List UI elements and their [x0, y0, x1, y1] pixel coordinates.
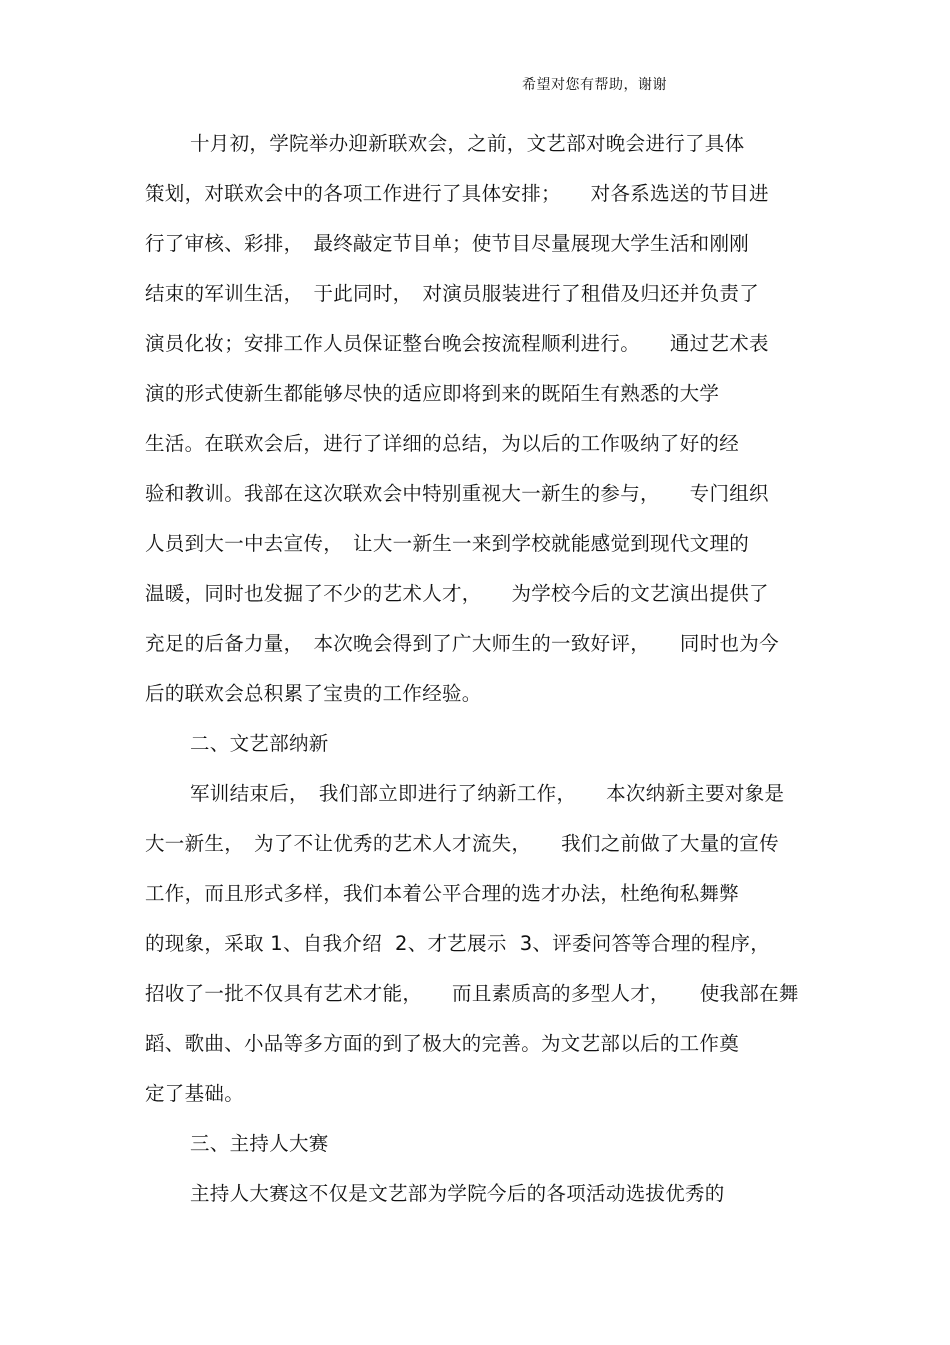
text-line: 策划，对联欢会中的各项工作进行了具体安排； 对各系选送的节目进 — [145, 182, 769, 205]
text-line: 蹈、歌曲、小品等多方面的到了极大的完善。为文艺部以后的工作奠 — [145, 1032, 740, 1055]
text-line: 生活。在联欢会后，进行了详细的总结，为以后的工作吸纳了好的经 — [145, 432, 740, 455]
text-line: 演的形式使新生都能够尽快的适应即将到来的既陌生有熟悉的大学 — [145, 382, 720, 405]
text-line: 温暖，同时也发掘了不少的艺术人才， 为学校今后的文艺演出提供了 — [145, 582, 769, 605]
text-line: 招收了一批不仅具有艺术才能， 而且素质高的多型人才， 使我部在舞 — [145, 982, 799, 1005]
text-line: 后的联欢会总积累了宝贵的工作经验。 — [145, 682, 482, 705]
text-line: 充足的后备力量， 本次晚会得到了广大师生的一致好评， 同时也为今 — [145, 632, 779, 655]
text-line: 军训结束后， 我们部立即进行了纳新工作， 本次纳新主要对象是 — [190, 782, 785, 805]
text-line: 演员化妆；安排工作人员保证整台晚会按流程顺利进行。 通过艺术表 — [145, 332, 769, 355]
text-line: 结束的军训生活， 于此同时， 对演员服装进行了租借及归还并负责了 — [145, 282, 760, 305]
section-heading: 三、主持人大赛 — [190, 1132, 329, 1155]
section-heading: 二、文艺部纳新 — [190, 732, 329, 755]
page-header: 希望对您有帮助，谢谢 — [522, 77, 667, 93]
text-line: 验和教训。我部在这次联欢会中特别重视大一新生的参与， 专门组织 — [145, 482, 769, 505]
text-line: 十月初，学院举办迎新联欢会，之前，文艺部对晚会进行了具体 — [190, 132, 745, 155]
text-line: 的现象，采取 1、自我介绍 2、才艺展示 3、评委问答等合理的程序， — [145, 932, 771, 955]
text-line: 人员到大一中去宣传， 让大一新生一来到学校就能感觉到现代文理的 — [145, 532, 750, 555]
text-line: 主持人大赛这不仅是文艺部为学院今后的各项活动选拔优秀的 — [190, 1182, 725, 1205]
text-line: 大一新生， 为了不让优秀的艺术人才流失， 我们之前做了大量的宣传 — [145, 832, 779, 855]
text-line: 行了审核、彩排， 最终敲定节目单；使节目尽量展现大学生活和刚刚 — [145, 232, 750, 255]
text-line: 定了基础。 — [145, 1082, 245, 1105]
text-line: 工作，而且形式多样，我们本着公平合理的选才办法，杜绝徇私舞弊 — [145, 882, 740, 905]
